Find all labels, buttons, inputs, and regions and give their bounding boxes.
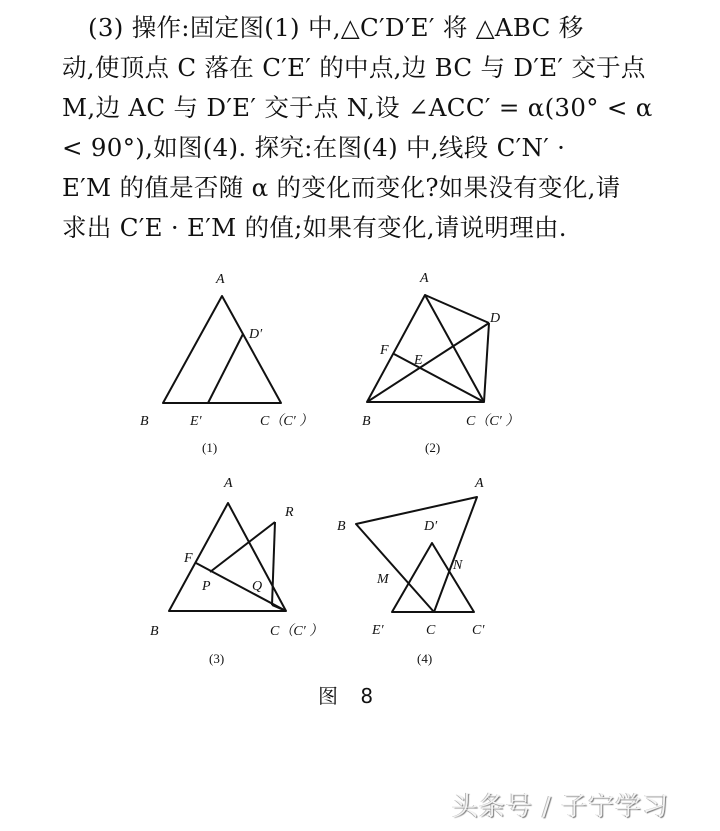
figure-caption: 图 8 xyxy=(318,684,382,708)
fig2-label-a: A xyxy=(420,271,429,286)
fig4-label-e: E′ xyxy=(372,623,384,638)
fig3-caption: (3) xyxy=(209,651,225,666)
problem-line-4: < 90°),如图(4). 探究:在图(4) 中,线段 C′N′ · xyxy=(62,133,566,162)
fig3-label-q: Q xyxy=(252,579,263,594)
fig4-label-m: M xyxy=(377,572,389,587)
figure-4-diagram xyxy=(356,497,477,612)
problem-line-2: 动,使顶点 C 落在 C′E′ 的中点,边 BC 与 D′E′ 交于点 xyxy=(62,53,646,82)
fig1-label-d: D′ xyxy=(249,327,263,342)
fig3-label-f: F xyxy=(184,551,193,566)
problem-line-5: E′M 的值是否随 α 的变化而变化?如果没有变化,请 xyxy=(62,173,621,202)
fig2-label-c: C（C′ ） xyxy=(466,414,520,429)
fig4-label-a: A xyxy=(475,476,484,491)
watermark: 头条号 / 子宁学习 xyxy=(452,792,670,822)
fig4-label-b: B xyxy=(337,519,346,534)
fig4-label-c-prime: C′ xyxy=(472,623,485,638)
problem-line-3: M,边 AC 与 D′E′ 交于点 N,设 ∠ACC′ = α(30° < α xyxy=(62,93,653,122)
fig3-label-p: P xyxy=(202,579,211,594)
fig4-label-c: C xyxy=(426,623,436,638)
fig3-label-r: R xyxy=(285,505,294,520)
figure-1-diagram xyxy=(163,296,281,403)
fig3-label-b: B xyxy=(150,624,159,639)
fig2-label-f: F xyxy=(380,343,389,358)
fig1-label-a: A xyxy=(216,272,225,287)
fig3-label-c: C（C′ ） xyxy=(270,624,324,639)
problem-line-1: (3) 操作:固定图(1) 中,△C′D′E′ 将 △ABC 移 xyxy=(88,13,584,42)
fig3-label-a: A xyxy=(224,476,233,491)
fig2-label-b: B xyxy=(362,414,371,429)
fig2-caption: (2) xyxy=(425,440,441,455)
fig1-label-c: C（C′ ） xyxy=(260,414,314,429)
fig1-caption: (1) xyxy=(202,440,218,455)
fig4-label-n: N xyxy=(453,558,463,573)
fig1-label-e: E′ xyxy=(190,414,202,429)
fig2-label-e: E xyxy=(414,353,423,368)
fig4-caption: (4) xyxy=(417,651,433,666)
problem-line-6: 求出 C′E · E′M 的值;如果有变化,请说明理由. xyxy=(62,213,567,242)
fig4-label-d: D′ xyxy=(424,519,438,534)
fig1-label-b: B xyxy=(140,414,149,429)
fig2-label-d: D xyxy=(490,311,501,326)
